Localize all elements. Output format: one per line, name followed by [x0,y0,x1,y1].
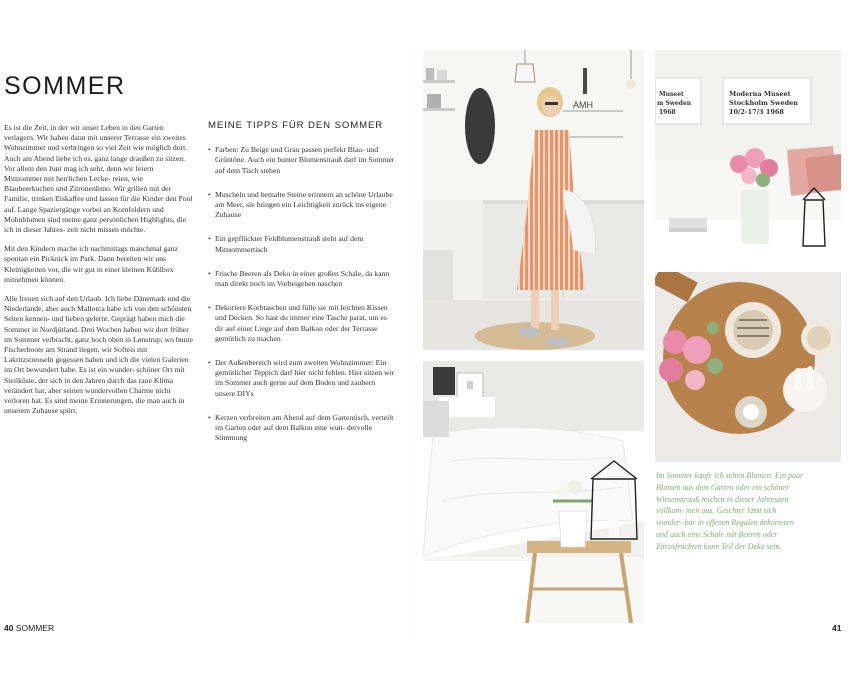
right-folio [832,623,841,633]
body-paragraph: Mit den Kindern mache ich nachmittags manchmal ganz spontan ein Picknick im Park. Dann bereiten wir uns Kleinigkeiten vor, die wir gut in einer kleinen Kühlbox mitnehmen können. [4,244,178,284]
section-label: SOMMER [15,623,55,633]
tip-item: • Muscheln und bemalte Steine erinnern an schöne Urlaube am Meer, sie bringen ein Leichtigkeit zurück ins eigene Zuhause [208,190,396,221]
poster-right-line2: Stockholm Sweden [729,99,798,107]
body-paragraph: Es ist die Zeit, in der wir unser Leben in den Garten verlagern. Wir haben dann mit unserer Terrasse ein zweites Wohnzimmer und verbringen so viel Zeit wie möglich dort. Auch am Abend liebe ich es, ganz lange draußen zu sitzen. Vor allem den Juni mag ich sehr, denn wir feiern Mittsommer mit herrlichen Lecke- reien, wie Blaubeerkuchen und Zitronenlimo. Wir grillen mit der Familie, trinken Eiskaffee und lassen für die Kinder den Pool auf. Lange Spaziergänge vorbei an Kornfeldern und Mohnblumen sind meine ganz persönlichen Highlights, die ich in dieser Jahres- zeit nicht missen möchte. [4,123,193,235]
tip-item: • Dekoriere Korbtaschen und fülle sie mit leichten Kissen und Decken. So hast du immer eine Tasche parat, um es dir auf einer Liege auf dem Balkon oder der Terrasse gemütlich zu machen [208,303,396,344]
photo-living-room-image [655,50,841,262]
left-folio [4,623,54,633]
page-number: 40 [4,623,14,633]
photo-woman-kitchen-image [423,50,644,350]
tip-item: • Der Außenbereich wird zum zweiten Wohnzimmer: Ein gemütlicher Teppich darf hier nicht fehlen. Hier sitzen wir im Sommer auch gerne auf dem Boden und zaubern unsere DIYs [208,358,396,399]
poster-left-line1: Museet [659,91,684,98]
poster-left-line3: 1968 [659,109,676,116]
shelf-letters: AMH [573,100,593,110]
tips-heading: MEINE TIPPS FÜR DEN SOMMER [208,120,384,131]
photo-woman-kitchen [423,50,644,350]
photo-caption: Im Sommer kaufe ich selten Blumen. Ein paar Blumen aus dem Garten oder ein schöner Wiesenstrauß reichen in dieser Jahreszeit vollkom- men aus. Geschirr lässt sich wunder- bar in offenen Regalen dekorieren und auch eine Schale mit Beeren oder Zitrusfrüchten kann Teil der Deko sein. [656,471,804,551]
photo-bedroom-image [423,361,644,623]
tips-column [208,121,396,457]
photo-tray-flatlay-image [655,272,841,462]
tip-item: • Ein gepflückter Feldblumenstrauß steht auf dem Mittsommertisch [208,234,396,254]
photo-living-room [655,50,841,262]
tip-item: • Farben: Zu Beige und Grau passen perfekt Blau- und Grüntöne. Auch ein bunter Blumenstrauß darf im Sommer auf dem Tisch stehen [208,145,396,176]
page-number: 41 [832,623,842,633]
body-paragraph: Alle freuen sich auf den Urlaub. Ich liebe Dänemark und die Niederlande, aber auch Mallorca habe ich von den schönsten Seiten kennen- und lieben gelernt. Geprägt haben mich die Sommer in Nordjütland. Drei Wochen haben wir dort früher im Sommer verbracht, ganz hoch oben in Lønstrup, wo bunte Fischerboote am Strand liegen, wir Softeis mit Lakritzstreuseln gegessen haben und ich die vielen Galerien im Ort bewundert habe. Es ist ein wunder- schöner Ort mit Steilküste, der sich in den Jahren durch das raue Klima verändert hat, aber seinen wundervollen Charme nicht verloren hat. Es sind meine Erinnerungen, die man auch in unserem Zuhause spürt. [4,294,193,416]
poster-right-line3: 10/2-17/3 1968 [729,108,784,116]
photo-bedroom [423,361,644,623]
body-text-column [4,123,193,425]
page-title: SOMMER [4,72,126,100]
poster-right-line1: Moderna Museet [729,90,791,98]
tips-list [208,145,396,443]
photo-tray-flatlay [655,272,841,462]
tip-item: • Kerzen verbreiten am Abend auf dem Gartentisch, verteilt im Garten oder auf dem Balkon eine wun- dervolle Stimmung [208,413,396,444]
page-gutter [410,50,411,640]
tip-item: • Frische Beeren als Deko in einer großen Schale, da kann man direkt noch im Vorbeigehen naschen [208,269,396,289]
poster-left-line2: m Sweden [657,100,692,107]
